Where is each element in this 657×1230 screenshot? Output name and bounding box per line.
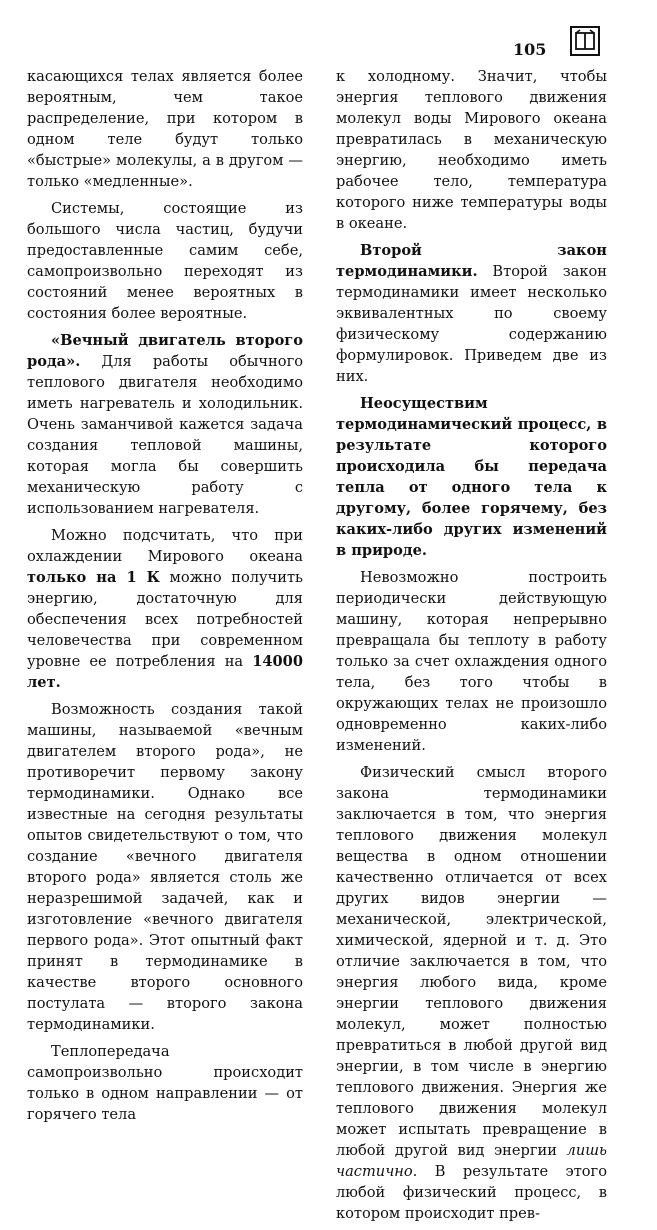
paragraph-text: В результате этого любой физический процесс, в котором происходит прев- bbox=[336, 1163, 607, 1222]
emphasis: только на 1 К bbox=[27, 569, 160, 586]
emphasis: 14000 лет. bbox=[27, 653, 303, 691]
paragraph bbox=[27, 330, 303, 519]
paragraph bbox=[336, 240, 607, 387]
paragraph bbox=[27, 525, 303, 693]
paragraph: Невозможно построить периодически действующую машину, которая непрерывно превращала бы теплоту в работу только за счет охлаждения одного тела, без того чтобы в окружающих телах не произошло одновременно каких-либо изменений. bbox=[336, 569, 607, 754]
paragraph-text: Физический смысл второго закона термодинамики заключается в том, что энергия теплового движения молекул вещества в одном отношении качественно отличается от всех других видов энергии — механической, электрической, химической, ядерной и т. д. Это отличие заключается в том, что энергия любого вида, кроме энергии теплового движения молекул, может полностью превратиться в любой другой вид энергии, в том числе в энергию теплового движения. Энергия же теплового движения молекул может испытать превращение в любой другой вид энергии bbox=[336, 764, 607, 1159]
left-column bbox=[27, 66, 303, 1131]
paragraph-text: Можно подсчитать, что при охлаждении Мирового океана bbox=[27, 527, 303, 565]
paragraph: Системы, состоящие из большого числа частиц, будучи предоставленные самим себе, самопроизвольно переходят из состояний менее вероятных в состояния более вероятные. bbox=[27, 200, 303, 322]
book-icon bbox=[570, 26, 600, 56]
paragraph bbox=[336, 762, 607, 1224]
section-heading: «Вечный двигатель второго рода». bbox=[27, 332, 303, 370]
emphasis: лишь частично. bbox=[336, 1142, 607, 1180]
paragraph-text: Второй закон термодинамики имеет несколько эквивалентных по своему физическому содержанию формулировок. Приведем две из них. bbox=[336, 263, 607, 385]
paragraph-text: можно получить энергию, достаточную для обеспечения всех потребностей человечества при современном уровне ее потребления на bbox=[27, 569, 303, 670]
page-number: 105 bbox=[513, 40, 547, 59]
law-statement: Неосуществим термодинамический процесс, в результате которого происходила бы передача тепла от одного тела к другому, более горячему, без каких-либо других изменений в природе. bbox=[336, 395, 607, 559]
paragraph-text: Для работы обычного теплового двигателя необходимо иметь нагреватель и холодильник. Очень заманчивой кажется задача создания тепловой машины, которая могла бы совершить механическую работу с использованием нагревателя. bbox=[27, 353, 303, 517]
paragraph: Возможность создания такой машины, называемой «вечным двигателем второго рода», не противоречит первому закону термодинамики. Однако все известные на сегодня результаты опытов свидетельствуют о том, что создание «вечного двигателя второго рода» является столь же неразрешимой задачей, как и изготовление «вечного двигателя первого рода». Этот опытный факт принят в термодинамике в качестве второго основного постулата — второго закона термодинамики. bbox=[27, 701, 303, 1033]
section-heading: Второй закон термодинамики. bbox=[336, 242, 607, 280]
right-column bbox=[336, 66, 607, 1230]
paragraph: касающихся телах является более вероятным, чем такое распределение, при котором в одном теле будут только «быстрые» молекулы, а в другом — только «медленные». bbox=[27, 68, 303, 190]
paragraph: к холодному. Значит, чтобы энергия теплового движения молекул воды Мирового океана превратилась в механическую энергию, необходимо иметь рабочее тело, температура которого ниже температуры воды в океане. bbox=[336, 68, 607, 232]
paragraph: Теплопередача самопроизвольно происходит только в одном направлении — от горячего тела bbox=[27, 1043, 303, 1123]
